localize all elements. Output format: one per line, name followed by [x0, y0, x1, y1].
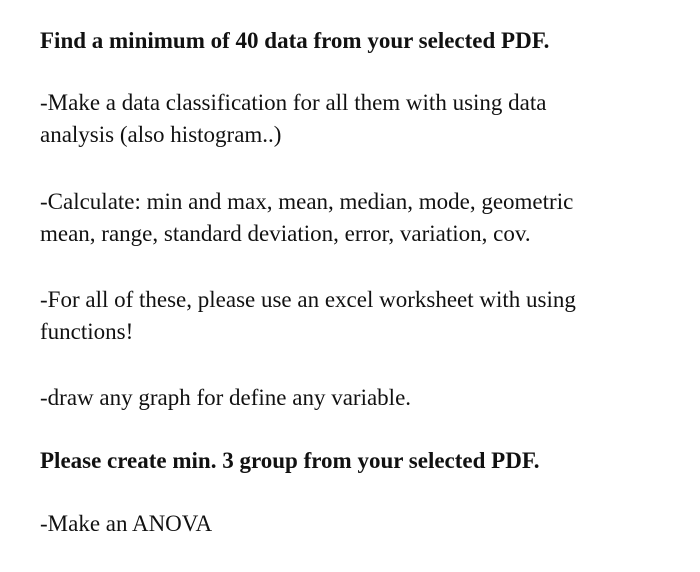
instruction-calculate	[40, 186, 690, 250]
instruction-excel	[40, 284, 690, 348]
heading-create-groups: Please create min. 3 group from your selected PDF.	[40, 448, 540, 473]
instruction-classification-line-2: analysis (also histogram..)	[40, 122, 282, 147]
instruction-excel-line-1: -For all of these, please use an excel worksheet with using	[40, 287, 576, 312]
instruction-excel-line-2: functions!	[40, 319, 134, 344]
instruction-classification-line-1: -Make a data classification for all them with using data	[40, 90, 547, 115]
heading-find-data: Find a minimum of 40 data from your selected PDF.	[40, 28, 550, 53]
instruction-calculate-line-1: -Calculate: min and max, mean, median, mode, geometric	[40, 189, 574, 214]
instruction-calculate-line-2: mean, range, standard deviation, error, variation, cov.	[40, 221, 531, 246]
instruction-anova: -Make an ANOVA	[40, 511, 213, 536]
instruction-classification	[40, 87, 690, 151]
instruction-graph: -draw any graph for define any variable.	[40, 385, 412, 410]
